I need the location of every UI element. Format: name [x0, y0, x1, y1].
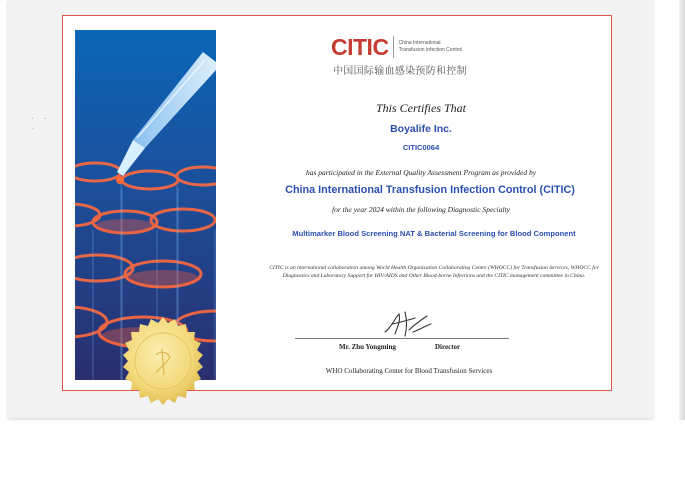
collaboration-statement: CITIC is an international collaboration among World Health Organization Collaborating Centre (WHOCC) for Transfusion Services, WHOCC for Diagnostics and Laboratory Support for HIV/AIDS and Other Blood-borne Infections and the CITIC management committee in China. — [269, 265, 599, 279]
signatory-name: Mr. Zhu Yongming — [339, 343, 396, 351]
participant-code: CITIC0064 — [402, 143, 440, 152]
logo-divider — [393, 36, 394, 58]
issuing-organization: WHO Collaborating Center for Blood Transfusion Services — [325, 367, 493, 375]
logo-subtitle-line-1: China International — [398, 40, 441, 46]
organization-name: Boyalife Inc. — [390, 123, 452, 135]
certificate-card — [8, 0, 653, 418]
logo-subtitle — [399, 40, 463, 54]
year-statement: for the year 2024 within the following Diagnostic Specialty — [332, 205, 510, 214]
logo-subtitle-line-2: Transfusion Infection Control — [398, 47, 463, 53]
signature-line — [295, 338, 509, 339]
logo-chinese-name: 中国国际输血感染预防和控制 — [333, 66, 467, 77]
program-name: China International Transfusion Infection Control (CITIC) — [285, 184, 575, 196]
citic-logo — [331, 36, 462, 58]
margin-smudge: · ‑ · — [30, 114, 50, 134]
certifies-heading: This Certifies That — [375, 101, 467, 115]
logo-mark: CITIC — [331, 34, 389, 60]
participation-statement: has participated in the External Quality Assessment Program as provided by — [305, 168, 537, 177]
diagnostic-specialty: Multimarker Blood Screening NAT & Bacterial Screening for Blood Component — [292, 229, 576, 238]
gold-seal-icon — [118, 315, 208, 405]
signatory-title: Director — [435, 343, 461, 351]
adjacent-card-edge — [679, 0, 685, 420]
